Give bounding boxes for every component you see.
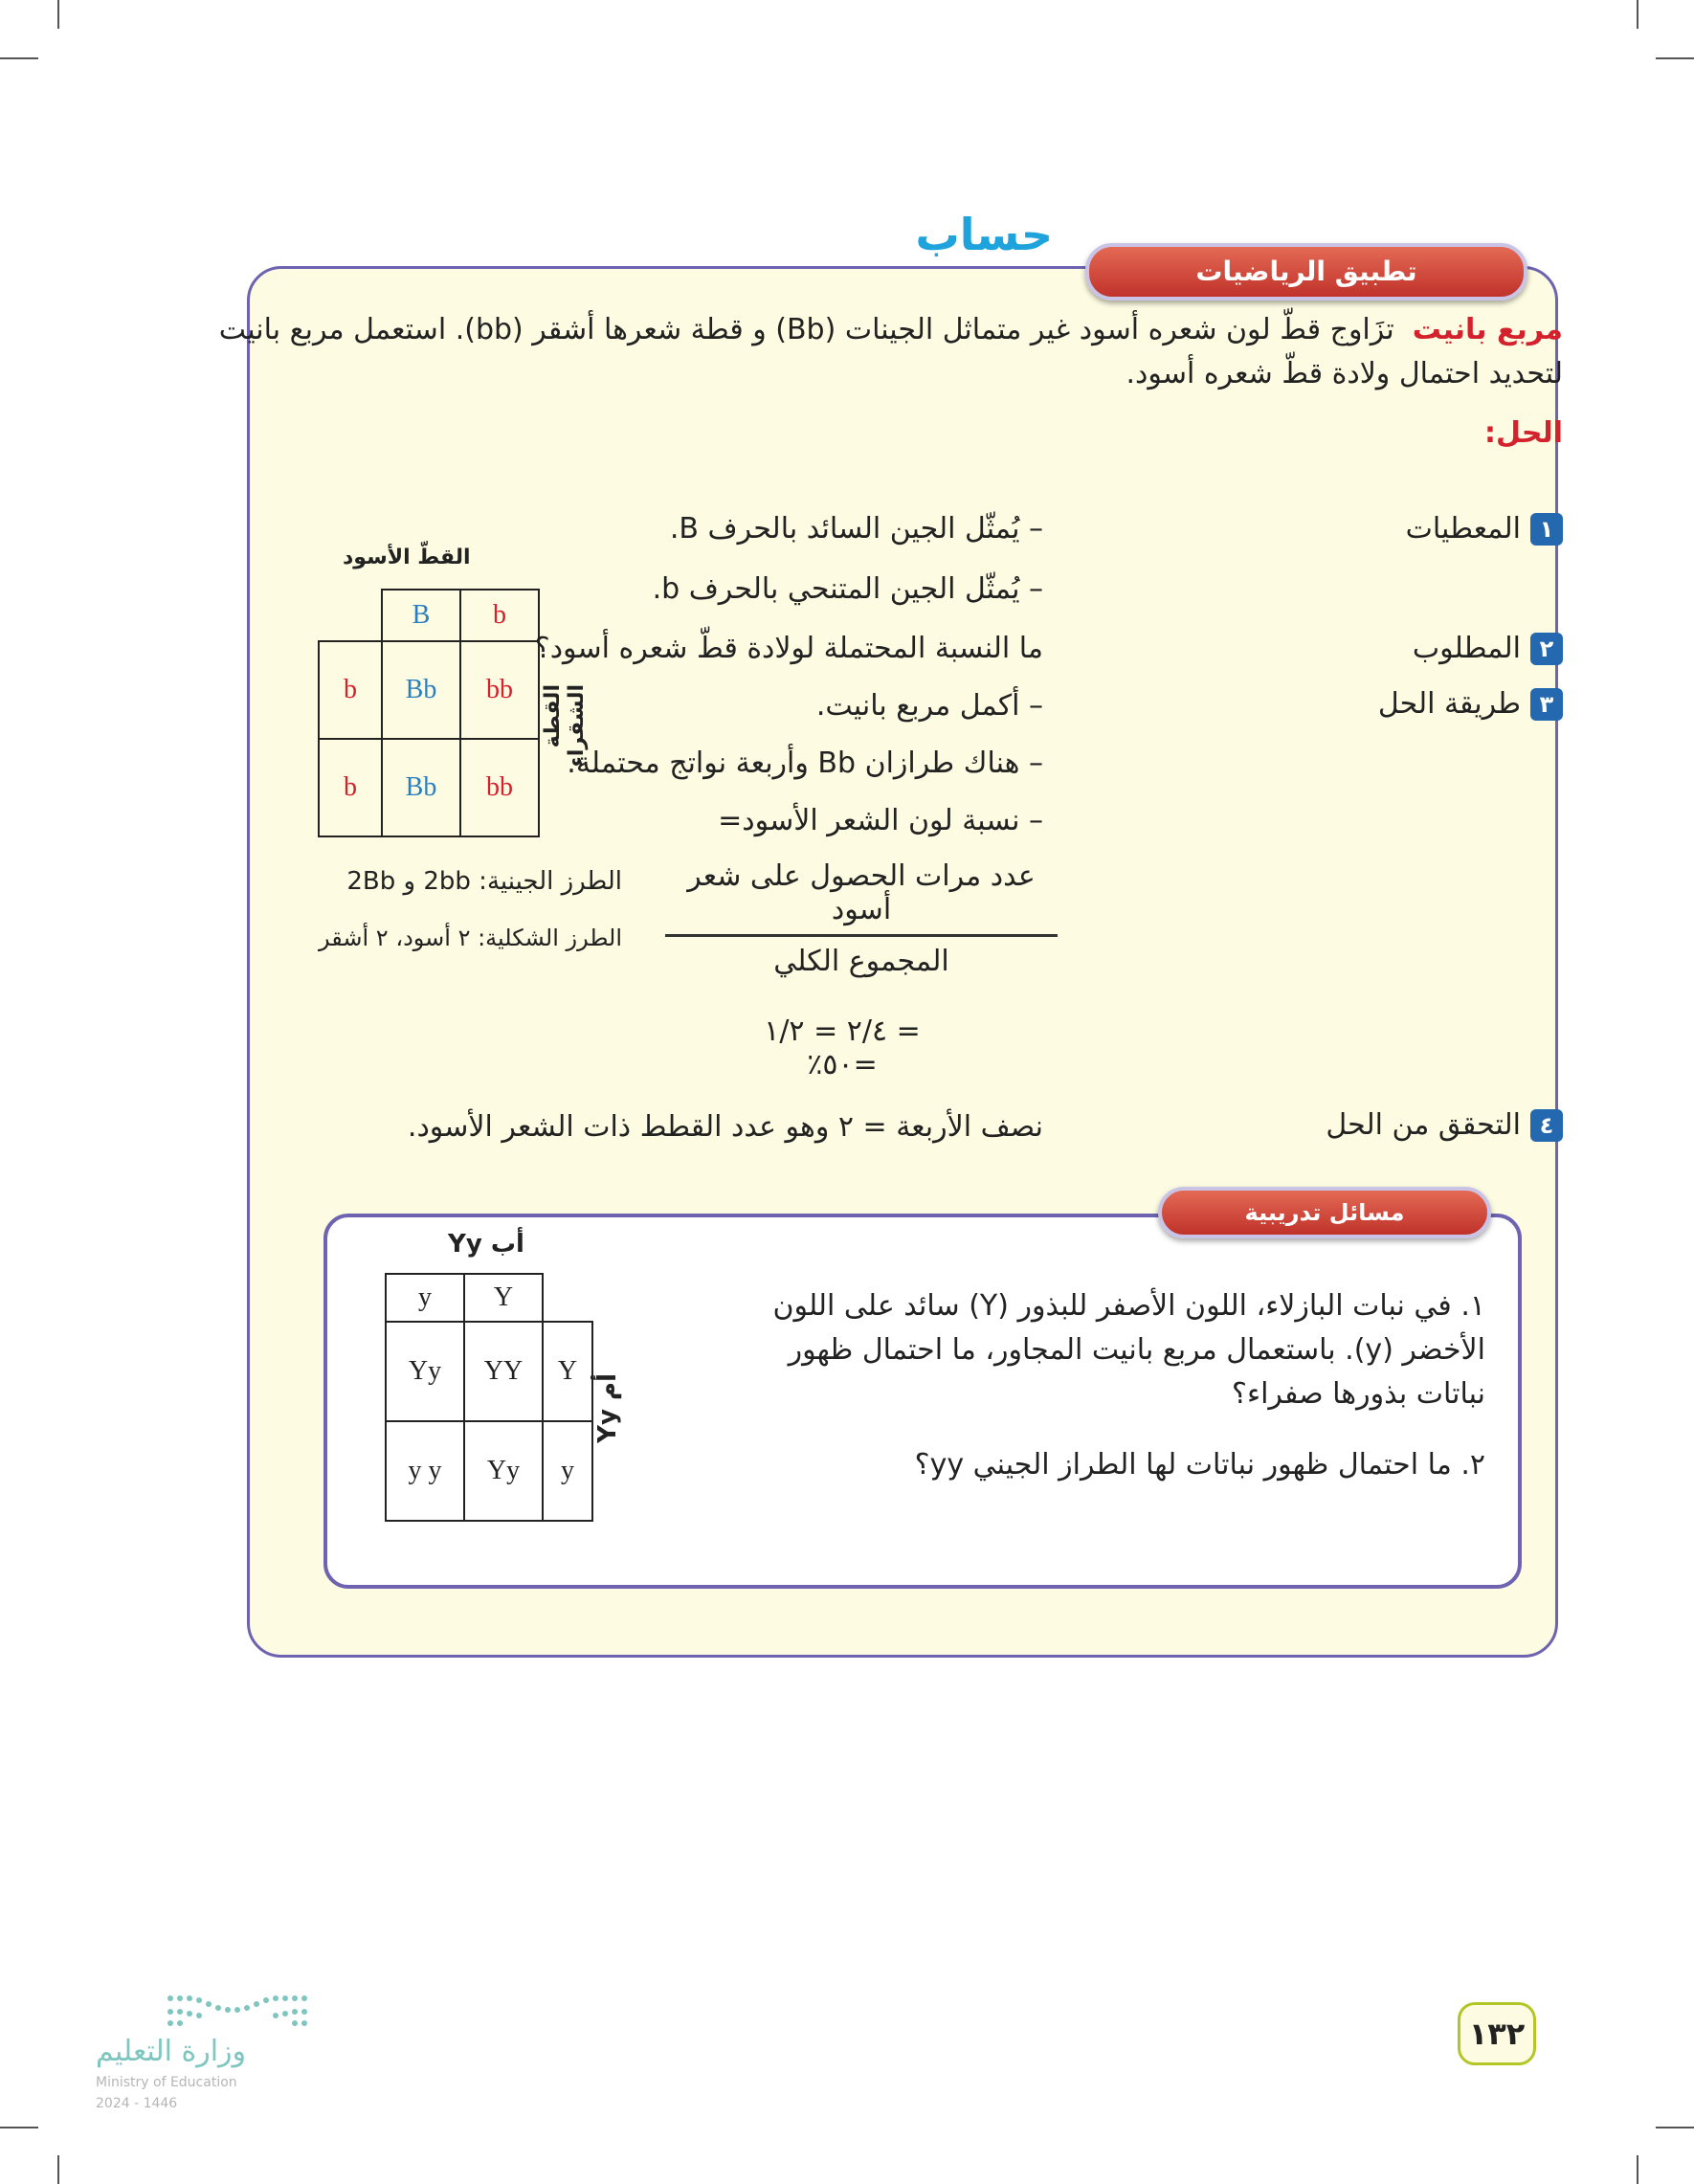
step-number-badge: ٢ [1530,633,1563,665]
punnett-side-label: القطة الشقراء [541,684,589,768]
step-label: المعطيات [1405,512,1521,546]
given-recessive: – يُمثّل الجين المتنحي بالحرف b. [652,572,1043,606]
allele-header: B [382,590,460,641]
step-method [1378,687,1563,721]
fraction-denominator: المجموع الكلي [773,945,949,978]
fraction-bar [665,934,1058,937]
math-application-banner: تطبيق الرياضيات [1085,243,1527,301]
genotype-cell: y y [386,1421,464,1521]
question-text: ما احتمال ظهور نباتات لها الطراز الجيني yy؟ [914,1448,1452,1482]
ratio-equation: = ٢/٤ = ١/٢ =٥٠٪ [764,1014,921,1081]
allele-header: b [460,590,539,641]
practice-banner: مسائل تدريبية [1158,1187,1491,1238]
ministry-logo-name: وزارة التعليم [96,2035,247,2068]
method-step-1: – أكمل مربع بانيت. [815,689,1043,723]
allele-side: b [319,739,382,836]
genotype-cell: Yy [386,1322,464,1421]
phenotypes-summary: الطرز الشكلية: ٢ أسود، ٢ أشقر [319,925,622,951]
step-label: طريقة الحل [1377,687,1521,721]
page-number: ١٣٢ [1458,2002,1536,2065]
punnett-square-cats [318,589,540,837]
allele-side: y [543,1421,592,1521]
ministry-logo-icon [165,1991,318,2029]
genotype-cell: YY [464,1322,543,1421]
step-check [1326,1108,1563,1142]
punnett-keyword: مربع بانيت [1412,313,1563,346]
method-step-3: – نسبة لون الشعر الأسود= [718,804,1043,837]
question-text: في نبات البازلاء، اللون الأصفر للبذور (Y) سائد على اللون الأخضر (y). باستعمال مربع بانيت المجاور، ما احتمال ظهور نباتات بذورها صفراء؟ [772,1289,1485,1411]
step-label: المطلوب [1412,632,1521,665]
genotype-cell: bb [460,739,539,836]
step-number-badge: ٣ [1530,688,1563,721]
genotype-cell: Bb [382,641,460,739]
step-label: التحقق من الحل [1326,1108,1521,1142]
punnett-square-peas [385,1273,593,1522]
genotype-cell: bb [460,641,539,739]
problem-text: تزَاوج قطّ لون شعره أسود غير متماثل الجينات (Bb) و قطة شعرها أشقر (bb). استعمل مربع بانيت لتحديد احتمال ولادة قطّ شعره أسود. [218,313,1563,390]
practice-question-1 [720,1284,1485,1416]
punnett-peas-side-label: أم Yy [593,1373,622,1443]
problem-intro [194,308,1563,396]
punnett-top-label: القطّ الأسود [343,546,471,569]
practice-question-2 [720,1443,1485,1487]
question-number: ١. [1460,1289,1485,1323]
section-title: حساب [915,209,1053,260]
step-number-badge: ١ [1530,513,1563,546]
method-step-2: – هناك طرازان Bb وأربعة نواتج محتملة. [567,747,1043,780]
allele-side: b [319,641,382,739]
given-dominant: – يُمثّل الجين السائد بالحرف B. [669,512,1043,546]
genotype-cell: Bb [382,739,460,836]
ministry-logo-year: 2024 - 1446 [96,2096,178,2111]
step-required [1413,632,1563,665]
fraction-numerator: عدد مرات الحصول على شعر أسود [687,859,1036,926]
genotypes-summary: الطرز الجينية: 2bb و 2Bb [346,867,622,896]
required-text: ما النسبة المحتملة لولادة قطّ شعره أسود؟ [534,632,1043,665]
punnett-peas-top-label: أب Yy [448,1230,524,1259]
question-number: ٢. [1460,1448,1485,1482]
ministry-logo-en: Ministry of Education [96,2075,237,2090]
allele-header: Y [464,1274,543,1322]
genotype-cell: Yy [464,1421,543,1521]
check-text: نصف الأربعة = ٢ وهو عدد القطط ذات الشعر الأسود. [407,1110,1043,1144]
step-number-badge: ٤ [1530,1109,1563,1142]
ratio-fraction [665,859,1058,978]
step-given [1406,512,1563,546]
allele-side: Y [543,1322,592,1421]
allele-header: y [386,1274,464,1322]
solution-label: الحل: [1484,416,1563,450]
